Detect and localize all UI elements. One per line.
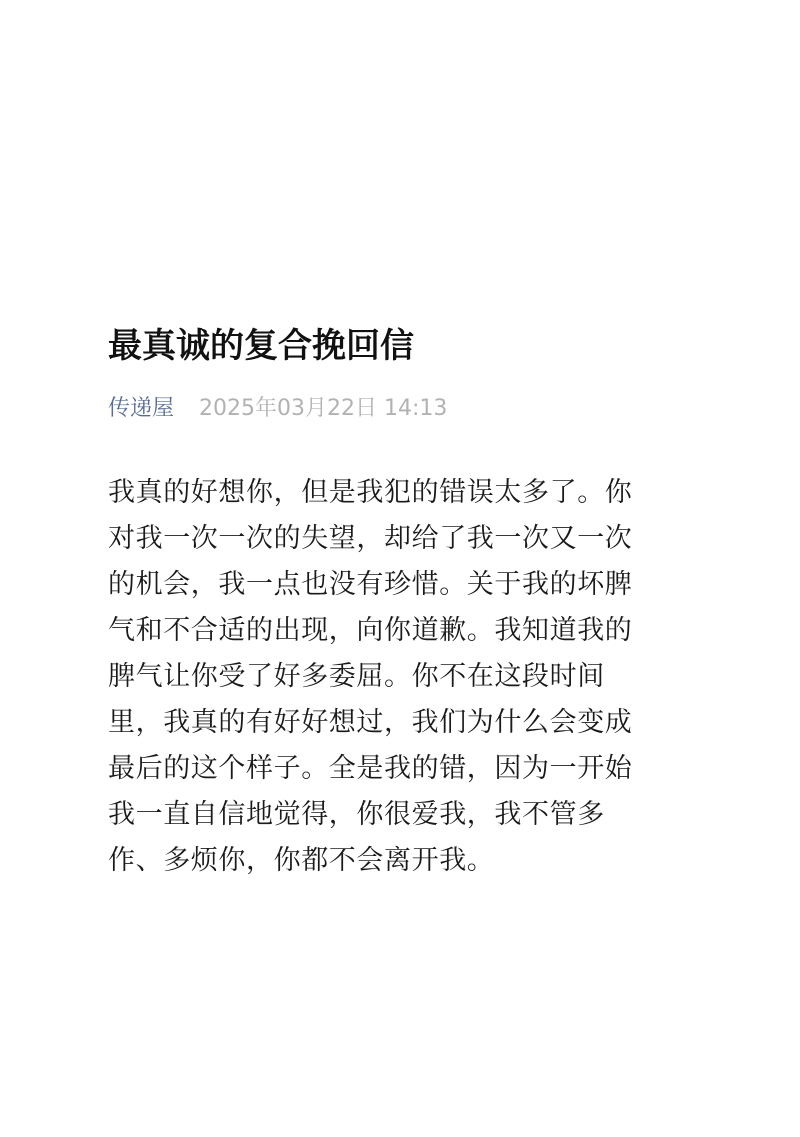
- body-line: 我一直自信地觉得，你很爱我，我不管多: [108, 799, 605, 830]
- body-line: 的机会，我一点也没有珍惜。关于我的坏脾: [108, 569, 633, 600]
- body-paragraph: [108, 470, 698, 884]
- body-line: 对我一次一次的失望，却给了我一次又一次: [108, 523, 633, 554]
- article-title: 最真诚的复合挽回信: [108, 326, 414, 366]
- article-body: [108, 470, 698, 884]
- body-line: 我真的好想你，但是我犯的错误太多了。你: [108, 477, 633, 508]
- article: [108, 322, 698, 884]
- body-line: 作、多烦你，你都不会离开我。: [108, 845, 495, 876]
- body-line: 气和不合适的出现，向你道歉。我知道我的: [108, 615, 633, 646]
- article-meta: [108, 394, 698, 424]
- author-link[interactable]: 传递屋: [108, 396, 175, 421]
- publish-datetime: 2025年03月22日 14:13: [199, 396, 448, 421]
- body-line: 脾气让你受了好多委屈。你不在这段时间: [108, 661, 605, 692]
- body-line: 里，我真的有好好想过，我们为什么会变成: [108, 707, 633, 738]
- body-line: 最后的这个样子。全是我的错，因为一开始: [108, 753, 633, 784]
